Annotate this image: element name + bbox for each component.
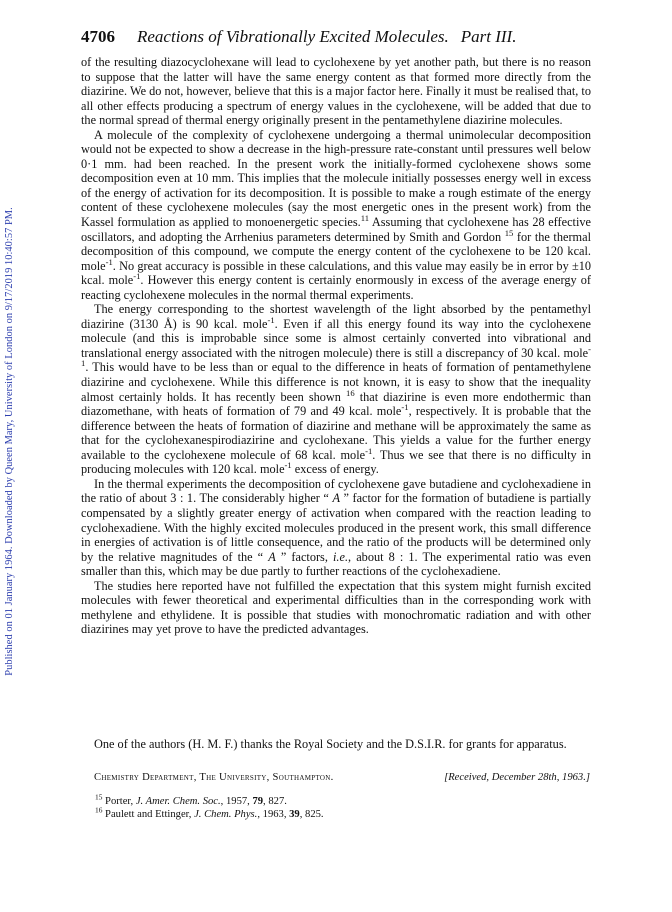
running-title-text: Reactions of Vibrationally Excited Molecules. [137,27,449,46]
download-note: Published on 01 January 1964. Downloaded by Queen Mary, University of London on 9/17/2019 10:40:57 PM. [3,206,15,676]
footnotes [95,792,324,821]
acknowledgement: One of the authors (H. M. F.) thanks the Royal Society and the D.S.I.R. for grants for apparatus. [94,737,567,751]
paragraph-4: In the thermal experiments the decomposition of cyclohexene gave butadiene and cyclohexadiene in the ratio of about 3 : 1. The considerably higher “ A ” factor for the formation of butadiene is partially compensated by a slightly greater energy of activation when compared with the reaction leading to cyclohexadiene. With the highly excited molecules produced in the present work, this small difference in energies of activation is of little consequence, and the ratio of the products will be determined only by the relative magnitudes of the “ A ” factors, i.e., about 8 : 1. The experimental ratio was even smaller than this, which may be due partly to further reactions of the cyclohexadiene. [81,476,591,579]
paragraph-5: The studies here reported have not fulfilled the expectation that this system might furnish excited molecules with fewer theoretical and experimental difficulties than in the corresponding work with methylene and ethylidene. It is possible that studies with monochromatic radiation and with other diazirines may yet prove to have the predicted advantages. [81,578,591,637]
footnote-16: $^{16}$ Paulett and Ettinger, J. Chem. Phys., 1963, 39, 825. [95,805,324,820]
running-title-part: Part III. [460,27,517,46]
footnote-15: $^{15}$ Porter, J. Amer. Chem. Soc., 1957, 79, 827. [95,792,287,807]
running-title [137,27,516,47]
download-watermark [2,96,16,786]
paragraph-2: A molecule of the complexity of cyclohexene undergoing a thermal unimolecular decomposition would not be expected to show a decrease in the high-pressure rate-constant until pressures well below 0·1 mm. had been reached. In the present work the initially-formed cyclohexene shows some decomposition even at 10 mm. This implies that the molecule initially possesses energy well in excess of the energy of activation for its decomposition. It is possible to make a rough estimate of the energy content of these cyclohexene molecules (say the most energetic ones in the present work) from the Kassel formulation as applied to monoenergetic species.$^{11}$ Assuming that cyclohexene has 28 effective oscillators, and adopting the Arrhenius parameters determined by Smith and Gordon $^{15}$ for the thermal decomposition of this compound, we compute the energy content of the cyclohexene to be 120 kcal. mole$^{-1}$. No great accuracy is possible in these calculations, and this value may easily be in error by ±10 kcal. mole$^{-1}$. However this energy content is certainly enormously in excess of the average energy of reacting cyclohexene molecules in the normal thermal experiments. [81,127,592,302]
page-number: 4706 [81,27,115,46]
paragraph-3: The energy corresponding to the shortest wavelength of the light absorbed by the pentamethyl diazirine (3130 Å) is 90 kcal. mole$^{-1}$. Even if all this energy found its way into the cyclohexene molecule (and this is improbable since some is almost certainly converted into vibrational and translational energy associated with the nitrogen molecule) there is still a discrepancy of 30 kcal. mole$^{-1}$. This would have to be less than or equal to the difference in heats of formation of pentamethylene diazirine and cyclohexene. While this difference is not known, it is easy to show that the inequality almost certainly holds. It has recently been shown $^{16}$ that diazirine is even more endothermic than diazomethane, with heats of formation of 79 and 49 kcal. mole$^{-1}$, respectively. It is probable that the difference between the heats of formation of diazirine and methane will be approximately the same as that for the cyclohexanespirodiazirine and cyclohexane. This yields a value for the further energy available to the cyclohexene molecule of 68 kcal. mole$^{-1}$. Thus we see that there is no difficulty in producing molecules with 120 kcal. mole$^{-1}$ excess of energy. [81,302,591,477]
article-body [81,55,591,637]
affiliation-address: Chemistry Department, The University, Southampton. [94,772,334,783]
affiliation-row [94,772,590,783]
paragraph-1: of the resulting diazocyclohexane will lead to cyclohexene by yet another path, but there is no reason to suppose that the latter will have the same energy content as that formed more directly from the diazirine. We do not, however, believe that this is a major factor here. Finally it must be realised that, to all other effects producing a spectrum of energy values in the cyclohexene, will be added that due to the normal spread of thermal energy originally present in the pentamethylene diazirine molecules. [81,55,591,128]
page-header [81,27,591,49]
received-date: [Received, December 28th, 1963.] [444,772,590,783]
